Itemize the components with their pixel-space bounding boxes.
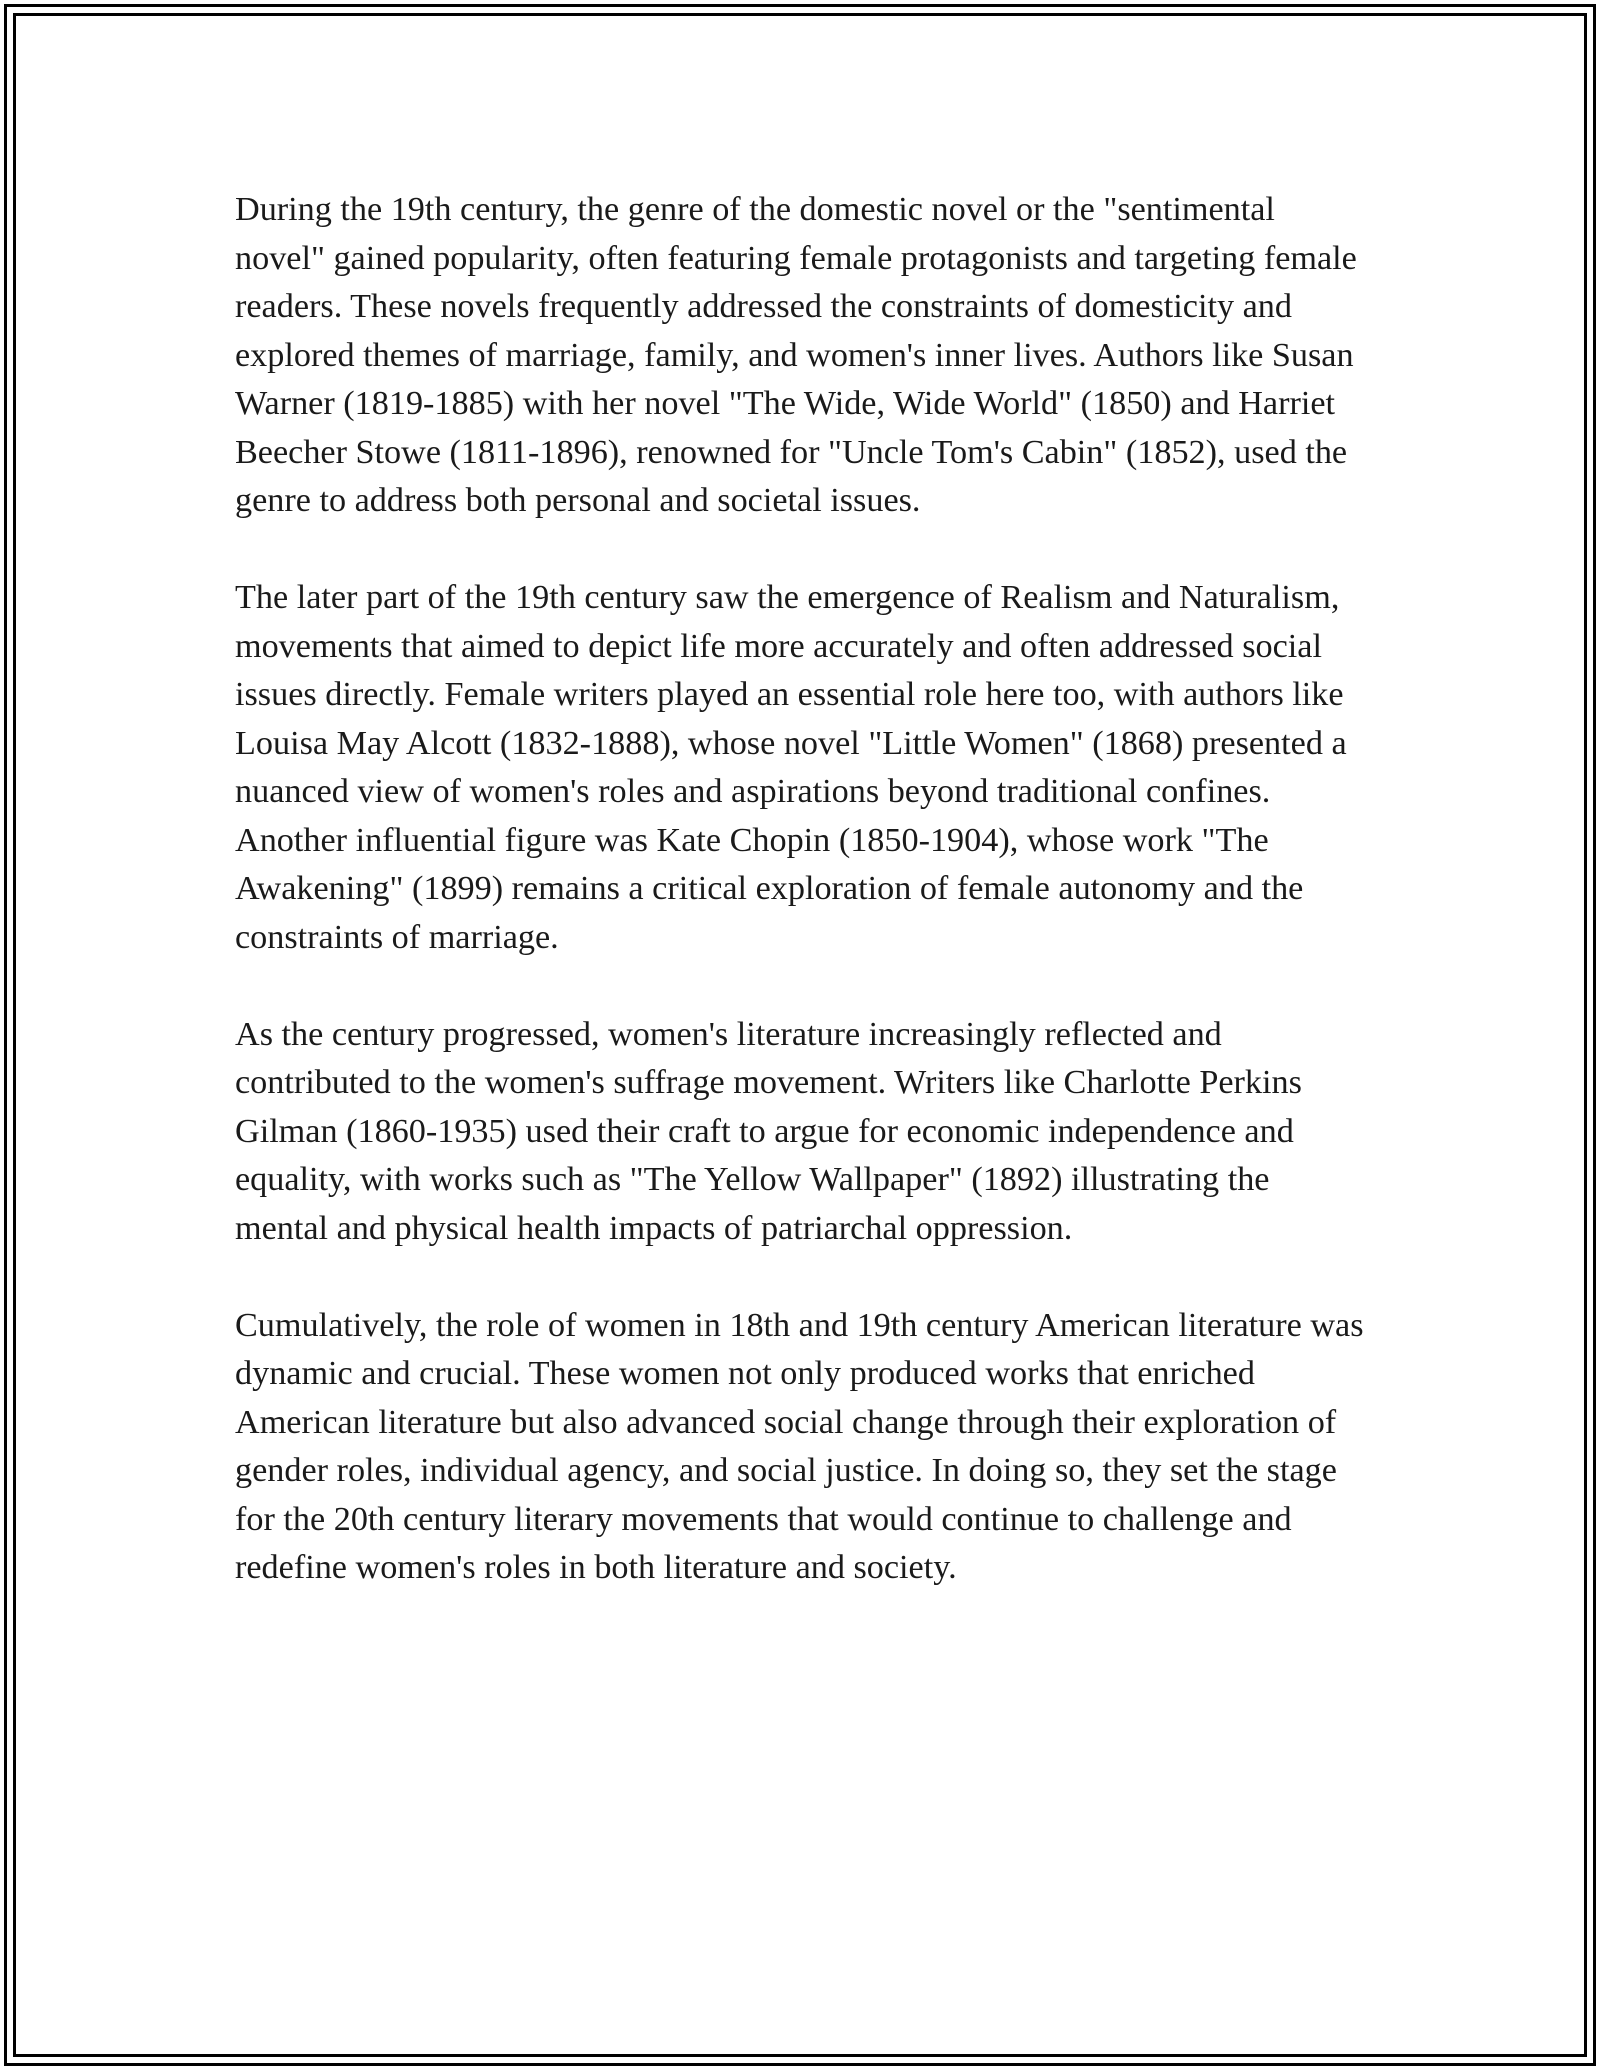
paragraph-realism-naturalism: The later part of the 19th century saw the emergence of Realism and Naturalism, movements that aimed to depict life more accurately and often addressed social issues directly. Female writers played an essential role here too, with authors like Louisa May Alcott (1832-1888), whose novel "Little Women" (1868) presented a nuanced view of women's roles and aspirations beyond traditional confines. Another influential figure was Kate Chopin (1850-1904), whose work "The Awakening" (1899) remains a critical exploration of female autonomy and the constraints of marriage. bbox=[235, 579, 1347, 956]
document-body bbox=[235, 186, 1365, 1641]
paragraph-suffrage: As the century progressed, women's literature increasingly reflected and contributed to the women's suffrage movement. Writers like Charlotte Perkins Gilman (1860-1935) used their craft to argue for economic independence and equality, with works such as "The Yellow Wallpaper" (1892) illustrating the mental and physical health impacts of patriarchal oppression. bbox=[235, 1015, 1302, 1247]
paragraph-domestic-novel: During the 19th century, the genre of the domestic novel or the "sentimental novel" gained popularity, often featuring female protagonists and targeting female readers. These novels frequently addressed the constraints of domesticity and explored themes of marriage, family, and women's inner lives. Authors like Susan Warner (1819-1885) with her novel "The Wide, Wide World" (1850) and Harriet Beecher Stowe (1811-1896), renowned for "Uncle Tom's Cabin" (1852), used the genre to address both personal and societal issues. bbox=[235, 191, 1357, 519]
paragraph-conclusion: Cumulatively, the role of women in 18th and 19th century American literature was dynamic and crucial. These women not only produced works that enriched American literature but also advanced social change through their exploration of gender roles, individual agency, and social justice. In doing so, they set the stage for the 20th century literary movements that would continue to challenge and redefine women's roles in both literature and society. bbox=[235, 1306, 1364, 1586]
